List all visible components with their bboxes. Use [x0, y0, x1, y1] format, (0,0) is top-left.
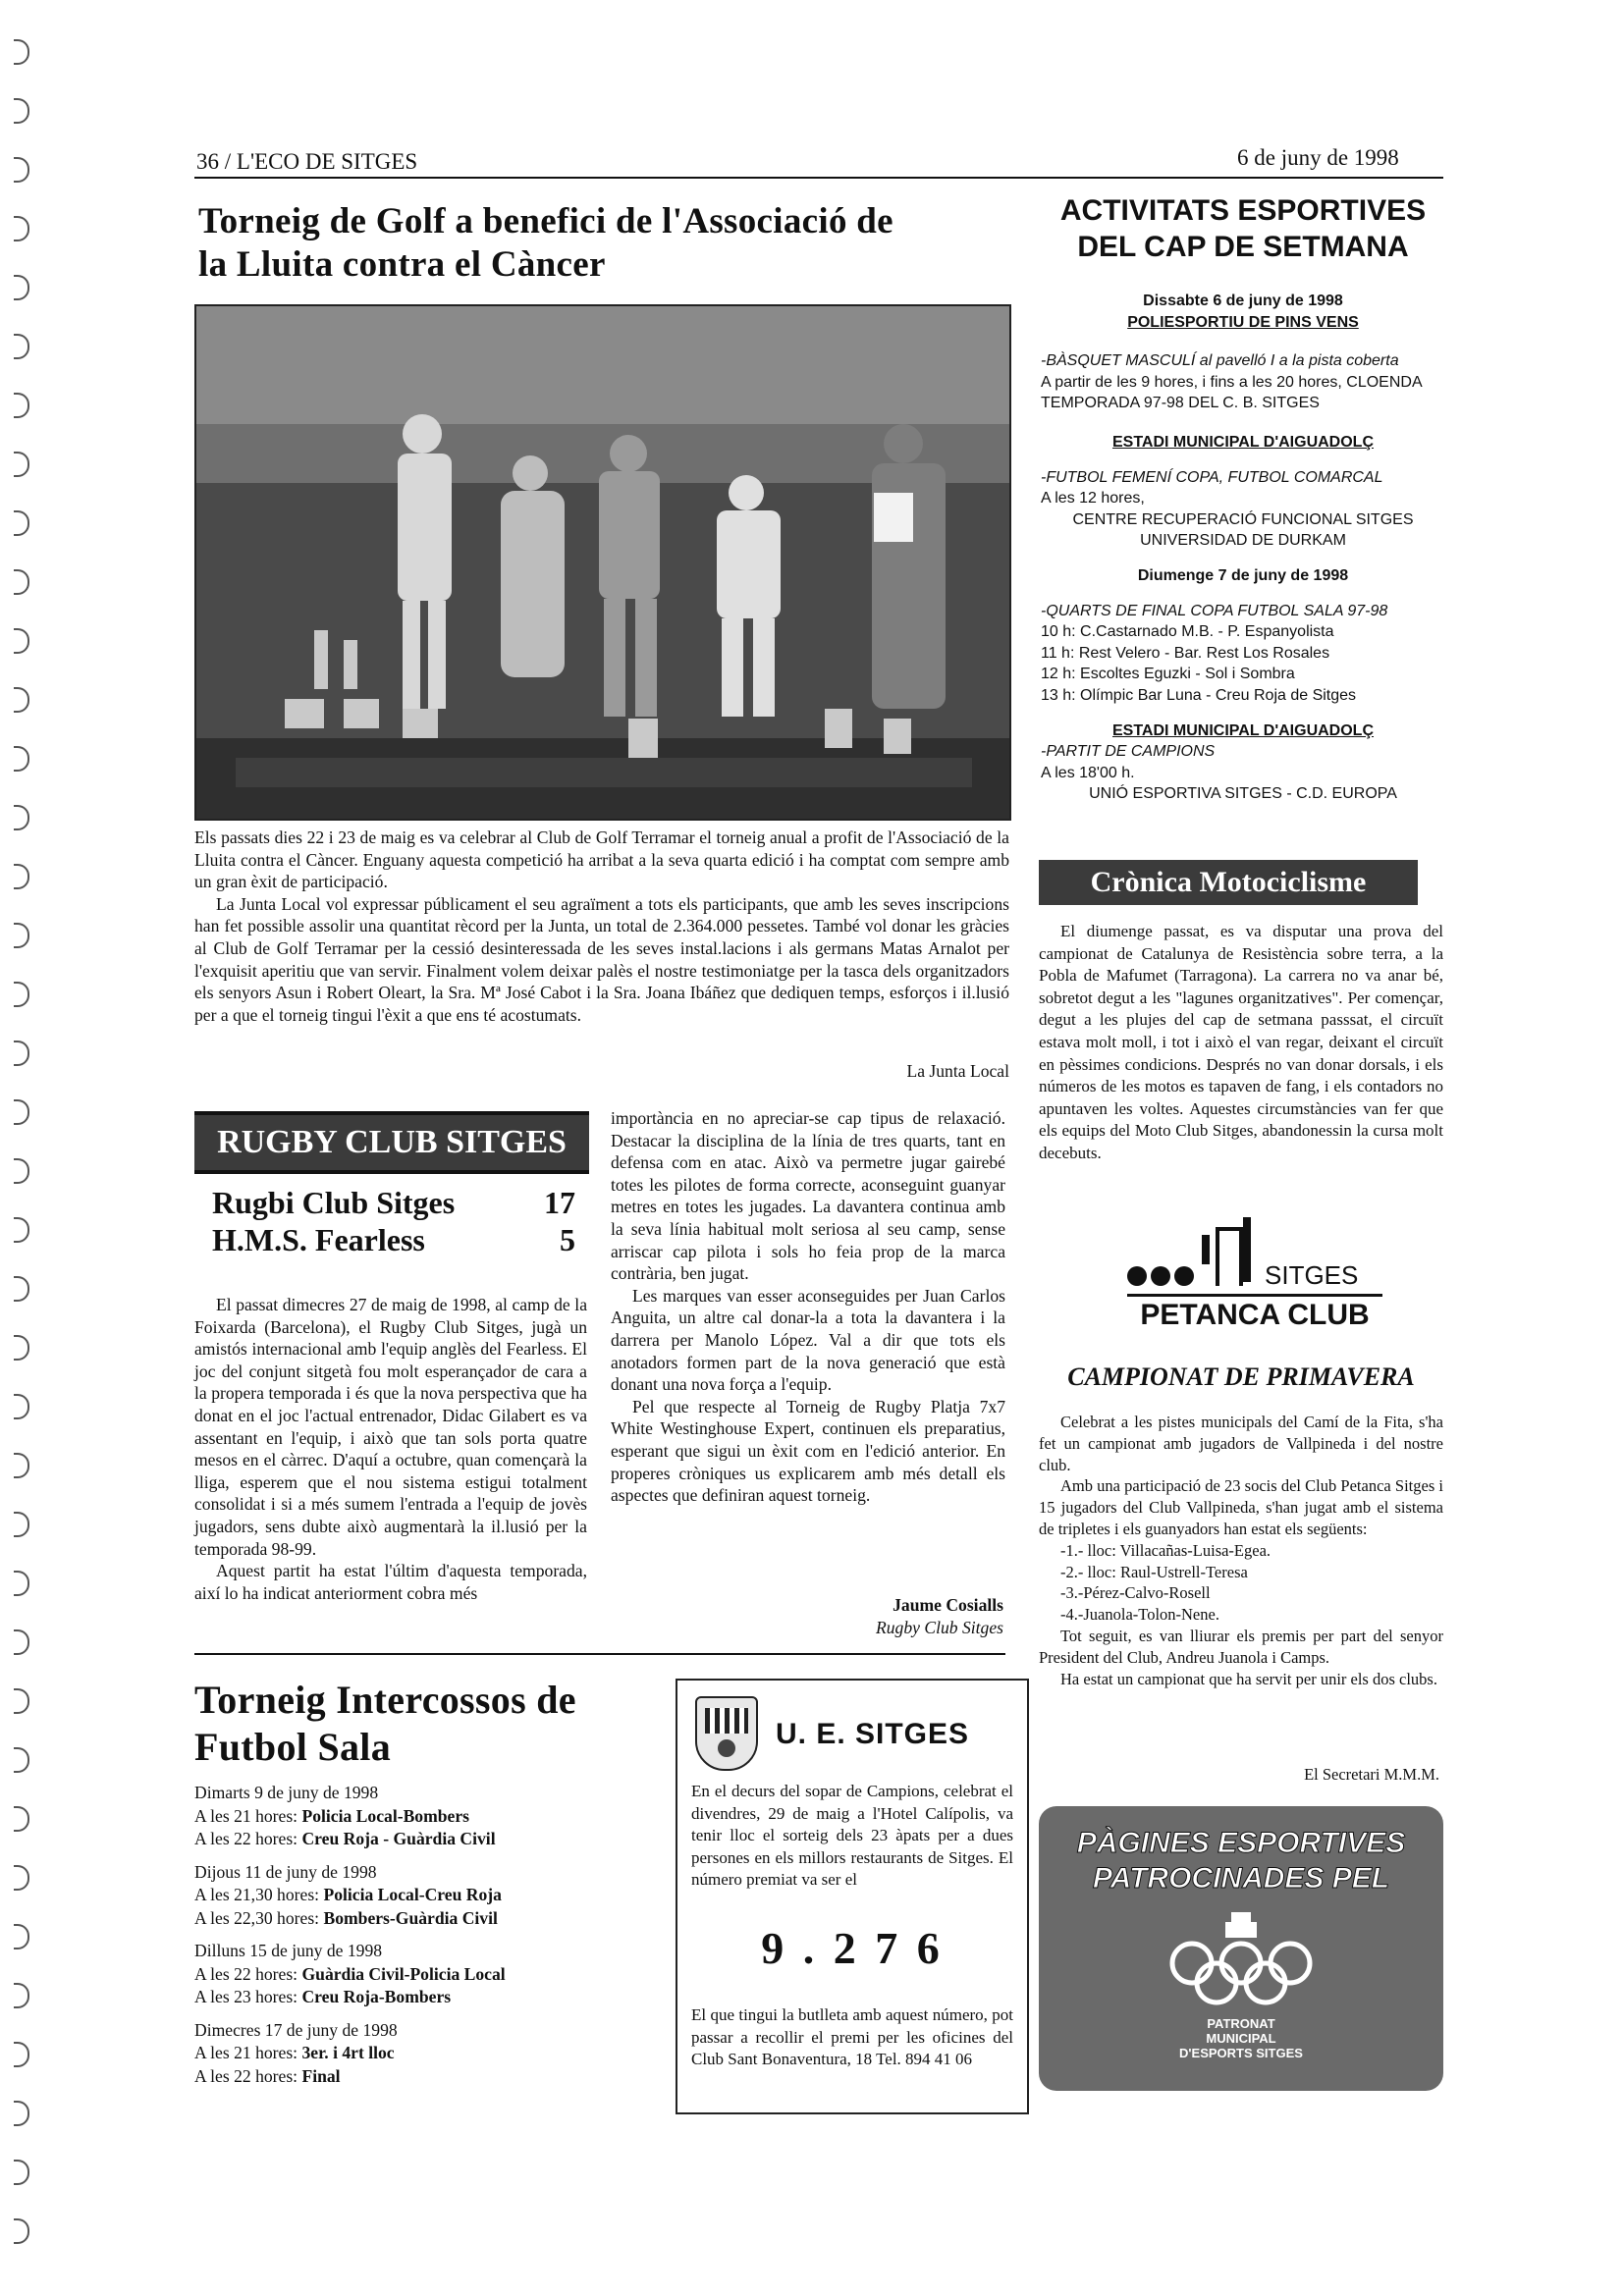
activitats-event: -QUARTS DE FINAL COPA FUTBOL SALA 97-98 — [1041, 602, 1388, 619]
moto-banner: Crònica Motociclisme — [1039, 860, 1418, 905]
activitats-title: ACTIVITATS ESPORTIVES DEL CAP DE SETMANA — [1059, 194, 1427, 263]
schedule-day: Dilluns 15 de juny de 1998 A les 22 hores: Guàrdia Civil-Policia Local A les 23 hores: Creu Roja-Bombers — [194, 1941, 506, 2006]
activitats-event-detail: UNIVERSIDAD DE DURKAM — [1140, 532, 1346, 550]
ue-crest-icon — [695, 1696, 758, 1771]
sponsor-heading: PÀGINES ESPORTIVES PATROCINADES PEL — [1076, 1827, 1406, 1895]
intercossos-schedule — [194, 1782, 626, 2088]
ue-title: U. E. SITGES — [776, 1718, 970, 1750]
petanca-winner: -4.-Juanola-Tolon-Nene. — [1060, 1605, 1219, 1625]
rugby-score — [212, 1184, 575, 1258]
golf-ceremony-image — [196, 306, 1009, 819]
activitats-day: Diumenge 7 de juny de 1998 — [1137, 566, 1349, 584]
rugby-column-2 — [611, 1107, 1005, 1507]
rugby-column-1 — [194, 1294, 587, 1604]
activitats-event: -PARTIT DE CAMPIONS — [1041, 743, 1216, 761]
rugby-team1: Rugbi Club Sitges — [212, 1185, 456, 1220]
rugby-team2: H.M.S. Fearless — [212, 1222, 425, 1257]
petanca-paragraph: Ha estat un campionat que ha servit per unir els dos clubs. — [1060, 1669, 1437, 1688]
intercossos-headline: Torneig Intercossos de Futbol Sala — [194, 1678, 576, 1769]
activitats-venue: ESTADI MUNICIPAL D'AIGUADOLÇ — [1111, 721, 1375, 739]
ue-text: El que tingui la butlleta amb aquest número, pot passar a recollir el premi per les oficines del Club Sant Bonaventura, 18 Tel. 894 41 06 — [691, 2005, 1013, 2068]
activitats-match: 13 h: Olímpic Bar Luna - Creu Roja de Sitges — [1041, 686, 1357, 704]
ue-sitges-box — [676, 1679, 1029, 2114]
schedule-day: Dimecres 17 de juny de 1998 A les 21 hores: 3er. i 4rt lloc A les 22 hores: Final — [194, 2019, 398, 2086]
ue-winning-number: 9 . 2 7 6 — [761, 1923, 944, 1973]
rugby-byline — [687, 1594, 1003, 1638]
patronat-logo-text: PATRONAT MUNICIPAL D'ESPORTS SITGES — [1179, 2016, 1303, 2060]
petanca-logo-line1: SITGES — [1265, 1260, 1359, 1290]
rugby-author-org: Rugby Club Sitges — [876, 1617, 1003, 1637]
activitats-list — [1041, 291, 1445, 805]
petanca-body — [1039, 1412, 1443, 1689]
rugby-paragraph: Les marques van esser aconseguides per Juan Carlos Anguita, un altre cal donar-la a tota la davantera i la darrera per Manolo López. Val a dir que tots els anotadors formen part de la nova generació que està donant una nova força a l'equip. — [611, 1285, 1005, 1395]
golf-paragraph: Els passats dies 22 i 23 de maig es va celebrar al Club de Golf Terramar el torneig anual a profit de l'Associació de la Lluita contra el Càncer. Enguany aquesta competició ha arribat a la seva quarta edició i ha comptat com sempre amb un gran èxit de participació. — [194, 828, 1009, 892]
petanca-ball-icon — [1127, 1266, 1147, 1286]
petanca-logo — [1127, 1217, 1382, 1335]
activitats-day: Dissabte 6 de juny de 1998 — [1143, 293, 1343, 309]
rugby-author: Jaume Cosialls — [893, 1595, 1003, 1615]
golf-headline: Torneig de Golf a benefici de l'Associació de la Lluita contra el Càncer — [198, 201, 893, 285]
activitats-event-detail: UNIÓ ESPORTIVA SITGES - C.D. EUROPA — [1089, 785, 1397, 803]
petanca-winner: -2.- lloc: Raul-Ustrell-Teresa — [1060, 1562, 1248, 1581]
schedule-day: Dimarts 9 de juny de 1998 A les 21 hores: Policia Local-Bombers A les 22 hores: Creu Roja - Guàrdia Civil — [194, 1783, 496, 1848]
petanca-winner: -3.-Pérez-Calvo-Rosell — [1060, 1583, 1211, 1603]
page-date: 6 de juny de 1998 — [1237, 145, 1399, 170]
rugby-paragraph: Pel que respecte al Torneig de Rugby Platja 7x7 White Westinghouse Expert, continuen els preparatius, esperant que sigui un èxit com en l'edició anterior. En properes cròniques us explicarem amb més detall els aspectes que definiran aquest torneig. — [611, 1396, 1005, 1506]
petanca-paragraph: Celebrat a les pistes municipals del Camí de la Fita, s'ha fet un campionat amb jugadors de Vallpineda i del nostre club. — [1039, 1413, 1443, 1474]
activitats-event-detail: A les 12 hores, — [1041, 490, 1145, 507]
petanca-logo-line2: PETANCA CLUB — [1127, 1294, 1382, 1332]
activitats-match: 12 h: Escoltes Eguzki - Sol i Sombra — [1041, 666, 1295, 683]
rugby-score-row — [212, 1221, 575, 1258]
petanca-ball-icon — [1151, 1266, 1170, 1286]
rugby-score2: 5 — [560, 1222, 575, 1257]
rugby-score1: 17 — [544, 1185, 575, 1220]
rugby-paragraph: El passat dimecres 27 de maig de 1998, al camp de la Foixarda (Barcelona), el Rugby Club Sitges, jugà un amistós internacional amb l'equip anglès del Fearless. El joc del conjunt sitgetà fou molt esperançador de cara a la propera temporada i és que la nova perspectiva que ha donat en el joc l'actual entrenador, Didac Gilabert es va assentant en l'equip, i això que tan sols porta quatre mesos en el càrrec. D'aquí a octubre, quan començarà la lliga, esperem que el nou sistema estigui totalment consolidat i si a més sumem l'entrada a l'equip de jovès jugadors, sens dubte això augmentarà la il.lusió per la temporada 98-99. — [194, 1295, 587, 1559]
activitats-event-detail: A partir de les 9 hores, i fins a les 20 hores, CLOENDA TEMPORADA 97-98 DEL C. B. SITGES — [1041, 373, 1422, 412]
activitats-match: 11 h: Rest Velero - Bar. Rest Los Rosales — [1041, 644, 1330, 662]
activitats-event-detail: A les 18'00 h. — [1041, 764, 1135, 781]
petanca-paragraph: Tot seguit, es van lliurar els premis per part del senyor President del Club, Andreu Juanola i Camps. — [1039, 1626, 1443, 1667]
rugby-score-row — [212, 1184, 575, 1221]
activitats-event-detail: CENTRE RECUPERACIÓ FUNCIONAL SITGES — [1072, 510, 1414, 528]
moto-body: El diumenge passat, es va disputar una prova del campionat de Catalunya de Resistència sobre terra, a la Pobla de Mafumet (Tarragona). La carrera no va anar bé, sobretot degut a les "lagunes organitzatives". Per començar, degut a les plujes del cap de setmana passsat, el circuït estava molt moll, i tot i això el van regar, deixant el circuït en pèssimes condicions. Després no van donar dorsals, i els números de les motos es tapaven de fang, i els contadors no apuntaven les voltes. Aquestes circumstàncies van fer que els equips del Moto Club Sitges, abandonessin la cursa molt decebuts. — [1039, 922, 1443, 1162]
activitats-venue: ESTADI MUNICIPAL D'AIGUADOLÇ — [1111, 433, 1375, 451]
golf-paragraph: La Junta Local vol expressar públicament el seu agraïment a tots els participants, que amb les seves inscripcions han fet possible assolir una quantitat rècord per la Junta, un total de 2.364.000 pessetes. També vol donar les gràcies al Club de Golf Terramar per la cessió desinteressada de les seves instal.lacions i als germans Matas Arnalot per l'exquisit aperitiu que van servir. Finalment volem deixar palès el nostre testimoniatge per la tasca dels organitzadors els senyors Asun i Robert Oleart, la Sra. Mª José Cabot i la Sra. Joana Ibáñez que dediquen temps, esforços i il.lusió per a que el torneig tingui l'èxit a que ens té acostumats. — [194, 893, 1009, 1025]
rugby-paragraph: Aquest partit ha estat l'últim d'aquesta temporada, així lo ha indicat anteriorment cobra més — [194, 1561, 587, 1603]
activitats-event: -BÀSQUET MASCULÍ al pavelló I a la pista coberta — [1041, 352, 1399, 370]
header-rule — [194, 177, 1443, 179]
binder-holes — [8, 29, 37, 2287]
golf-photo — [194, 304, 1011, 821]
petanca-ball-icon — [1174, 1266, 1194, 1286]
section-rule — [194, 1653, 1005, 1655]
olympic-rings-icon — [1163, 1912, 1320, 2010]
schedule-day: Dijous 11 de juny de 1998 A les 21,30 hores: Policia Local-Creu Roja A les 22,30 hores: Bombers-Guàrdia Civil — [194, 1861, 502, 1928]
activitats-venue: POLIESPORTIU DE PINS VENS — [1127, 313, 1359, 331]
activitats-match: 10 h: C.Castarnado M.B. - P. Espanyolista — [1041, 623, 1334, 641]
golf-body — [194, 827, 1009, 1026]
petanca-title: CAMPIONAT DE PRIMAVERA — [1067, 1362, 1415, 1391]
petanca-paragraph: Amb una participació de 23 socis del Club Petanca Sitges i 15 jugadors del Club Vallpineda, s'han jugat amb el sistema de tripletes i els guanyadors han estat els següents: — [1039, 1476, 1443, 1538]
ue-text: En el decurs del sopar de Campions, celebrat el divendres, 29 de maig a l'Hotel Calípolis, va tenir lloc el sorteig dels 23 àpats per a dues persones en els millors restaurants de Sitges. El número premiat va ser el — [691, 1782, 1013, 1889]
rugby-paragraph: importància en no apreciar-se cap tipus de relaxació. Destacar la disciplina de la línia de tres quarts, tant en defensa com en atac. Això va permetre jugar gairebé totes les pilotes de forma correcte, aconseguint guanyar metres en totes les jugades. La davantera continua amb la seva línia habitual molt seriosa al seu camp, sense arriscar cap pilota i sols ho feia prop de la marca contrària, ben jugat. — [611, 1108, 1005, 1284]
petanca-winners — [1039, 1540, 1443, 1626]
page-label: 36 / L'ECO DE SITGES — [196, 149, 418, 174]
petanca-signature: El Secretari M.M.M. — [1304, 1765, 1439, 1784]
sponsor-box — [1039, 1806, 1443, 2091]
activitats-event: -FUTBOL FEMENÍ COPA, FUTBOL COMARCAL — [1041, 468, 1383, 486]
rugby-banner: RUGBY CLUB SITGES — [194, 1111, 589, 1174]
petanca-winner: -1.- lloc: Villacañas-Luisa-Egea. — [1060, 1540, 1271, 1560]
golf-signature: La Junta Local — [906, 1061, 1009, 1081]
